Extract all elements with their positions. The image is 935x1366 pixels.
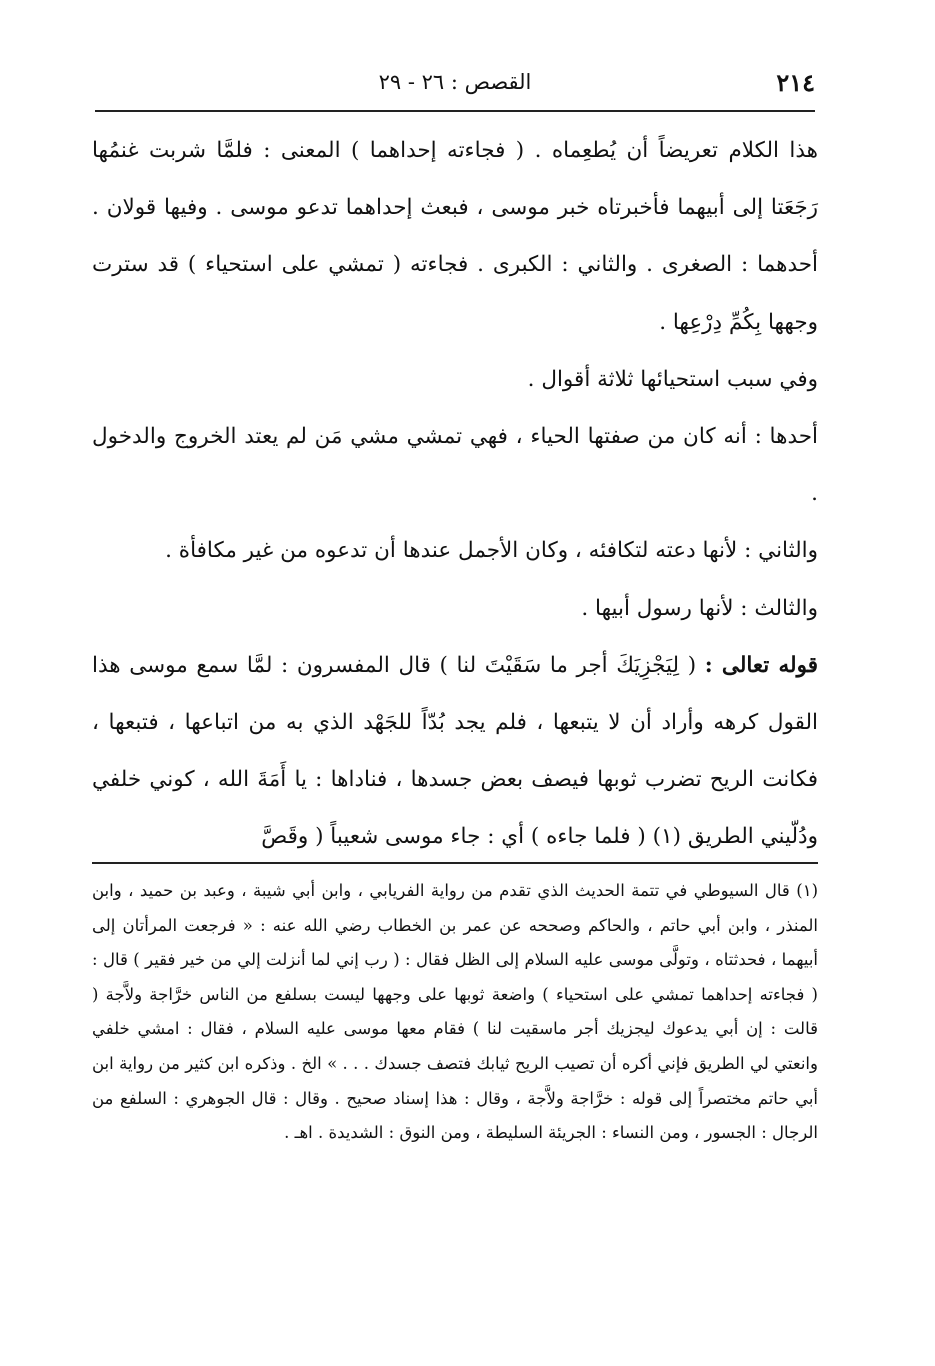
- paragraph: والثالث : لأنها رسول أبيها .: [581, 595, 818, 621]
- paragraph: أحدها : أنه كان من صفتها الحياء ، فهي تمشي مشي مَن لم يعتد الخروج والدخول .: [92, 424, 818, 507]
- paragraph: وفي سبب استحيائها ثلاثة أقوال .: [527, 366, 818, 392]
- paragraph: [92, 637, 818, 866]
- paragraph: هذا الكلام تعريضاً أن يُطعِماه . ( فجاءته إحداهما ) المعنى : فلمَّا شربت غنمُها رَجَعَتا إلى أبيهما فأخبرتاه خبر موسى ، فبعث إحداهما تدعو موسى . وفيها قولان . أحدهما : الصغرى . والثاني : الكبرى . فجاءته ( تمشي على استحياء ) قد سترت وجهها بِكُمِّ دِرْعِها .: [92, 138, 819, 335]
- verse-keyword: قوله تعالى :: [704, 652, 818, 678]
- paragraph-text: ( لِيَجْزِيَكَ أجر ما سَقَيْتَ لنا ) قال المفسرون : لمَّا سمع موسى هذا القول كرهه وأراد أن لا يتبعها ، فلم يجد بُدّاً للجَهْد الذي به من اتباعها ، فتبعها ، فكانت الريح تضرب ثوبها فيصف بعض جسدها ، فناداها : يا أَمَةَ الله ، كوني خلفي ودُلّيني الطريق (١) ( فلما جاءه ) أي : جاء موسى شعيباً ( وقَصَّ: [92, 652, 818, 850]
- footnotes: [92, 874, 818, 1151]
- running-title: القصص : ٢٦ - ٢٩: [378, 70, 532, 94]
- header-rule: [95, 110, 815, 112]
- footnote: (١) قال السيوطي في تتمة الحديث الذي تقدم من رواية الفريابي ، وابن أبي شيبة ، وعبد بن حميد ، وابن المنذر ، وابن أبي حاتم ، والحاكم وصححه عن عمر بن الخطاب رضي الله عنه : « فرجعت المرأتان إلى أبيهما ، فحدثتاه ، وتولَّى موسى عليه السلام إلى الظل فقال : ( رب إني لما أنزلت إلي من خير فقير ) قال : ( فجاءته إحداهما تمشي على استحياء ) واضعة ثوبها على وجهها ليست بسلفع من الناس خرَّاجة ولاَّجة ( قالت : إن أبي يدعوك ليجزيك أجر ماسقيت لنا ) فقام معها موسى عليه السلام ، فقال : امشي خلفي وانعتي لي الطريق فإني أكره أن تصيب الريح ثيابك فتصف جسدك . . . » الخ . وذكره ابن كثير من رواية ابن أبي حاتم مختصراً إلى قوله : خرَّاجة ولاَّجة ، وقال : هذا إسناد صحيح . وقال : قال الجوهري : السلفع من الرجال : الجسور ، ومن النساء : الجريئة السليطة ، ومن النوق : الشديدة . اهـ .: [92, 881, 819, 1143]
- page-number: ٢١٤: [776, 68, 815, 97]
- page-header: [95, 68, 815, 102]
- main-text: [92, 122, 818, 866]
- footnote-rule: [92, 862, 818, 864]
- paragraph: والثاني : لأنها دعته لتكافئه ، وكان الأجمل عندها أن تدعوه من غير مكافأة .: [165, 538, 818, 564]
